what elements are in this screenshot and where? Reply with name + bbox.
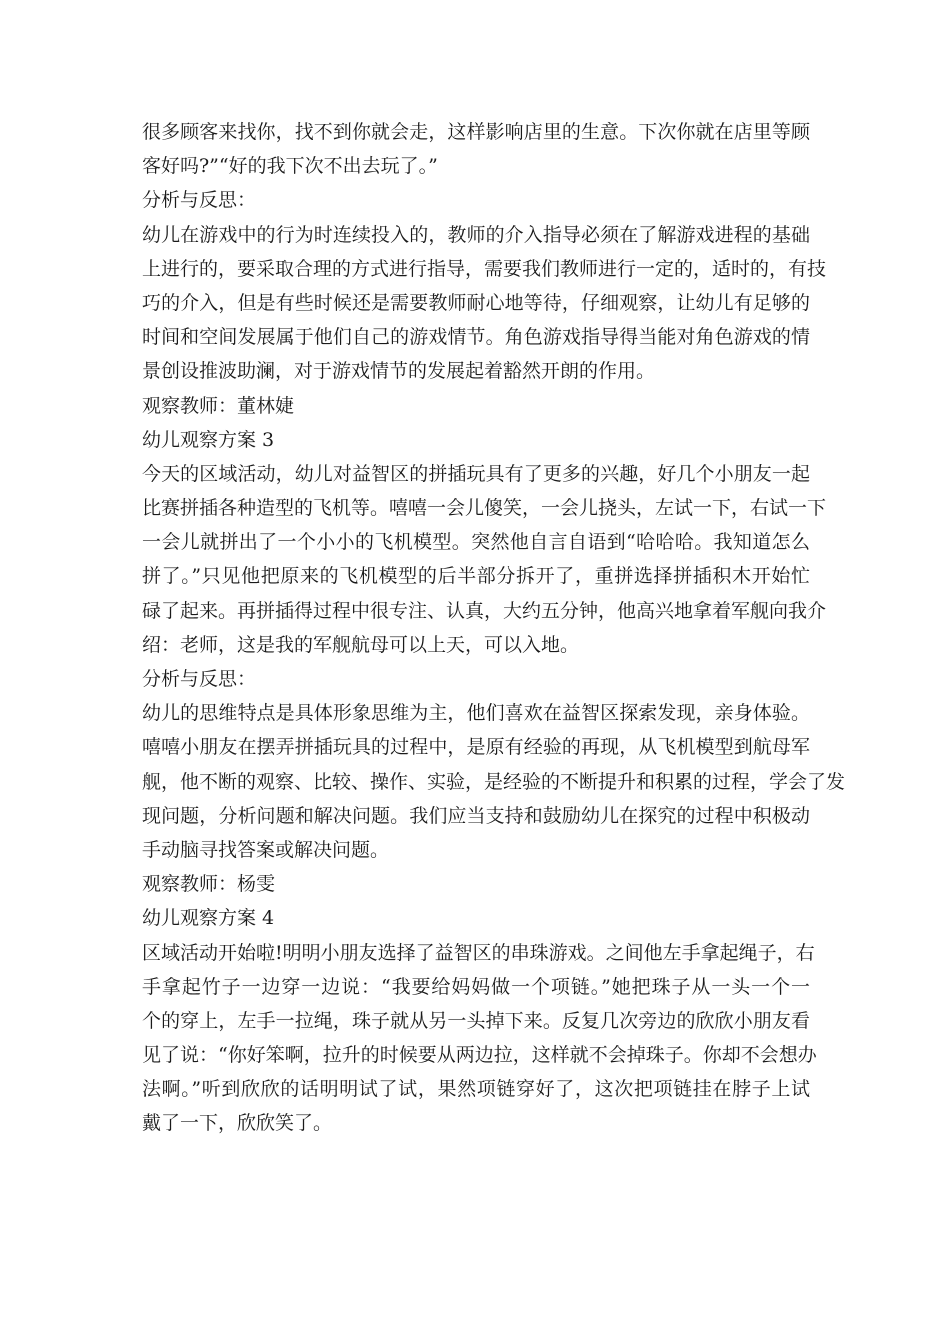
paragraph: [142, 696, 846, 867]
paragraph-line: 嘻嘻小朋友在摆弄拼插玩具的过程中，是原有经验的再现，从飞机模型到航母军: [142, 736, 810, 759]
paragraph: [142, 936, 817, 1141]
section-heading: 观察教师：董林婕: [142, 394, 295, 417]
section-heading: 观察教师：杨雯: [142, 873, 276, 896]
section-heading: 分析与反思：: [142, 668, 257, 690]
paragraph-line: 幼儿的思维特点是具体形象思维为主，他们喜欢在益智区探索发现，亲身体验。: [142, 702, 810, 725]
paragraph: [142, 115, 810, 183]
section-heading: 幼儿观察方案 3: [142, 428, 275, 451]
paragraph-line: 个的穿上，左手一拉绳，珠子就从另一头掉下来。反复几次旁边的欣欣小朋友看: [142, 1009, 810, 1032]
paragraph-line: 时间和空间发展属于他们自己的游戏情节。角色游戏指导得当能对角色游戏的情: [142, 326, 810, 349]
paragraph-line: 区域活动开始啦!明明小朋友选择了益智区的串珠游戏。之间他左手拿起绳子，右: [142, 941, 815, 964]
paragraph-line: 今天的区域活动，幼儿对益智区的拼插玩具有了更多的兴趣，好几个小朋友一起: [142, 462, 810, 485]
paragraph-line: 客好吗?”“好的我下次不出去玩了。”: [142, 155, 438, 178]
paragraph-line: 见了说：“你好笨啊，拉升的时候要从两边拉，这样就不会掉珠子。你却不会想办: [142, 1044, 817, 1067]
paragraph-line: 上进行的，要采取合理的方式进行指导，需要我们教师进行一定的，适时的，有技: [142, 257, 827, 280]
section-heading: 分析与反思：: [142, 189, 257, 212]
paragraph-line: 幼儿在游戏中的行为时连续投入的，教师的介入指导必须在了解游戏进程的基础: [142, 223, 810, 246]
section-heading: 幼儿观察方案 4: [142, 907, 275, 930]
paragraph-line: 景创设推波助澜，对于游戏情节的发展起着豁然开朗的作用。: [142, 360, 656, 383]
paragraph-line: 碌了起来。再拼插得过程中很专注、认真，大约五分钟，他高兴地拿着军舰向我介: [142, 599, 827, 622]
paragraph: [142, 457, 827, 662]
paragraph-line: 很多顾客来找你，找不到你就会走，这样影响店里的生意。下次你就在店里等顾: [142, 121, 810, 143]
paragraph-line: 手动脑寻找答案或解决问题。: [142, 838, 390, 861]
paragraph-line: 比赛拼插各种造型的飞机等。嘻嘻一会儿傻笑，一会儿挠头，左试一下，右试一下: [142, 497, 827, 520]
paragraph-line: 巧的介入，但是有些时候还是需要教师耐心地等待，仔细观察，让幼儿有足够的: [142, 291, 810, 314]
paragraph-line: 法啊。”听到欣欣的话明明试了试，果然项链穿好了，这次把项链挂在脖子上试: [142, 1078, 810, 1101]
paragraph-line: 绍：老师，这是我的军舰航母可以上天，可以入地。: [142, 633, 580, 656]
paragraph-line: 一会儿就拼出了一个小小的飞机模型。突然他自言自语到“哈哈哈。我知道怎么: [142, 531, 810, 554]
paragraph-line: 拼了。”只见他把原来的飞机模型的后半部分拆开了，重拼选择拼插积木开始忙: [142, 565, 810, 588]
paragraph-line: 手拿起竹子一边穿一边说：“我要给妈妈做一个项链。”她把珠子从一头一个一: [142, 975, 810, 998]
paragraph-line: 舰，他不断的观察、比较、操作、实验，是经验的不断提升和积累的过程，学会了发: [142, 770, 846, 793]
paragraph-line: 戴了一下，欣欣笑了。: [142, 1112, 333, 1135]
paragraph-line: 现问题，分析问题和解决问题。我们应当支持和鼓励幼儿在探究的过程中积极动: [142, 804, 810, 827]
paragraph: [142, 218, 827, 389]
